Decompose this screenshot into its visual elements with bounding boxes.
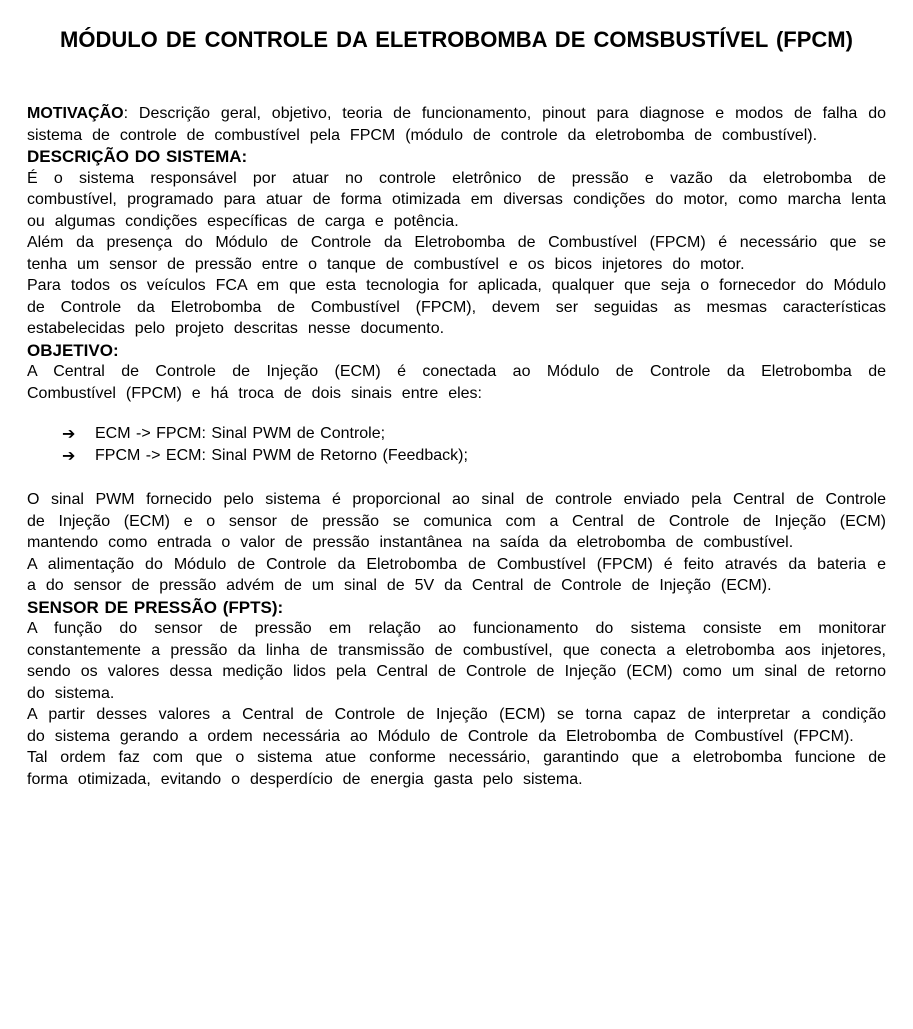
- signal-exchange-list: [27, 423, 886, 466]
- arrow-bullet-icon: ➔: [62, 424, 76, 443]
- motivation-paragraph: [27, 103, 886, 146]
- paragraph: Tal ordem faz com que o sistema atue conforme necessário, garantindo que a eletrobomba funcione de forma otimizada, evitando o desperdício de energia gasta pelo sistema.: [27, 749, 886, 788]
- objective-body: [27, 489, 886, 597]
- paragraph: A alimentação do Módulo de Controle da Eletrobomba de Combustível (FPCM) é feito através da bateria e a do sensor de pressão advém de um sinal de 5V da Central de Controle de Injeção (ECM).: [27, 555, 886, 594]
- list-item: [27, 445, 886, 467]
- motivation-label: MOTIVAÇÃO: [27, 105, 124, 122]
- motivation-text: : Descrição geral, objetivo, teoria de funcionamento, pinout para diagnose e modos de falha do sistema de controle de combustível pela FPCM (módulo de controle da eletrobomba de combustível).: [27, 105, 886, 144]
- system-description-body: [27, 168, 886, 340]
- list-item-text: FPCM -> ECM: Sinal PWM de Retorno (Feedback);: [95, 446, 468, 464]
- paragraph: Para todos os veículos FCA em que esta tecnologia for aplicada, qualquer que seja o fornecedor do Módulo de Controle da Eletrobomba de Combustível (FPCM), devem ser seguidas as mesmas características estabelecidas pelo projeto descritas nesse documento.: [27, 277, 886, 337]
- paragraph: Além da presença do Módulo de Controle da Eletrobomba de Combustível (FPCM) é necessário que se tenha um sensor de pressão entre o tanque de combustível e os bicos injetores do motor.: [27, 234, 886, 273]
- section-heading-system-description: DESCRIÇÃO DO SISTEMA:: [27, 147, 248, 166]
- paragraph: A função do sensor de pressão em relação ao funcionamento do sistema consiste em monitorar constantemente a pressão da linha de transmissão de combustível, que conecta a eletrobomba aos injetores, sendo os valores dessa medição lidos pela Central de Controle de Injeção (ECM) como um sinal de retorno do sistema.: [27, 620, 886, 702]
- paragraph: A partir desses valores a Central de Controle de Injeção (ECM) se torna capaz de interpretar a condição do sistema gerando a ordem necessária ao Módulo de Controle da Eletrobomba de Combustível (FPCM).: [27, 706, 886, 745]
- section-heading-pressure-sensor: SENSOR DE PRESSÃO (FPTS):: [27, 597, 284, 617]
- document-title: MÓDULO DE CONTROLE DA ELETROBOMBA DE COMSBUSTÍVEL (FPCM): [60, 27, 853, 52]
- list-item-text: ECM -> FPCM: Sinal PWM de Controle;: [95, 425, 386, 442]
- pressure-sensor-body: [27, 618, 886, 790]
- section-heading-objective: OBJETIVO:: [27, 340, 119, 360]
- paragraph: O sinal PWM fornecido pelo sistema é proporcional ao sinal de controle enviado pela Central de Controle de Injeção (ECM) e o sensor de pressão se comunica com a Central de Controle de Injeção (ECM) mantendo como entrada o valor de pressão instantânea na saída da eletrobomba de combustível.: [27, 491, 886, 551]
- arrow-bullet-icon: ➔: [62, 445, 76, 465]
- objective-intro-paragraph: A Central de Controle de Injeção (ECM) é conectada ao Módulo de Controle da Eletrobomba de Combustível (FPCM) e há troca de dois sinais entre eles:: [27, 363, 886, 402]
- paragraph: É o sistema responsável por atuar no controle eletrônico de pressão e vazão da eletrobomba de combustível, programado para atuar de forma otimizada em diversas condições do motor, como marcha lenta ou algumas condições específicas de carga e potência.: [27, 169, 886, 230]
- list-item: [27, 423, 886, 445]
